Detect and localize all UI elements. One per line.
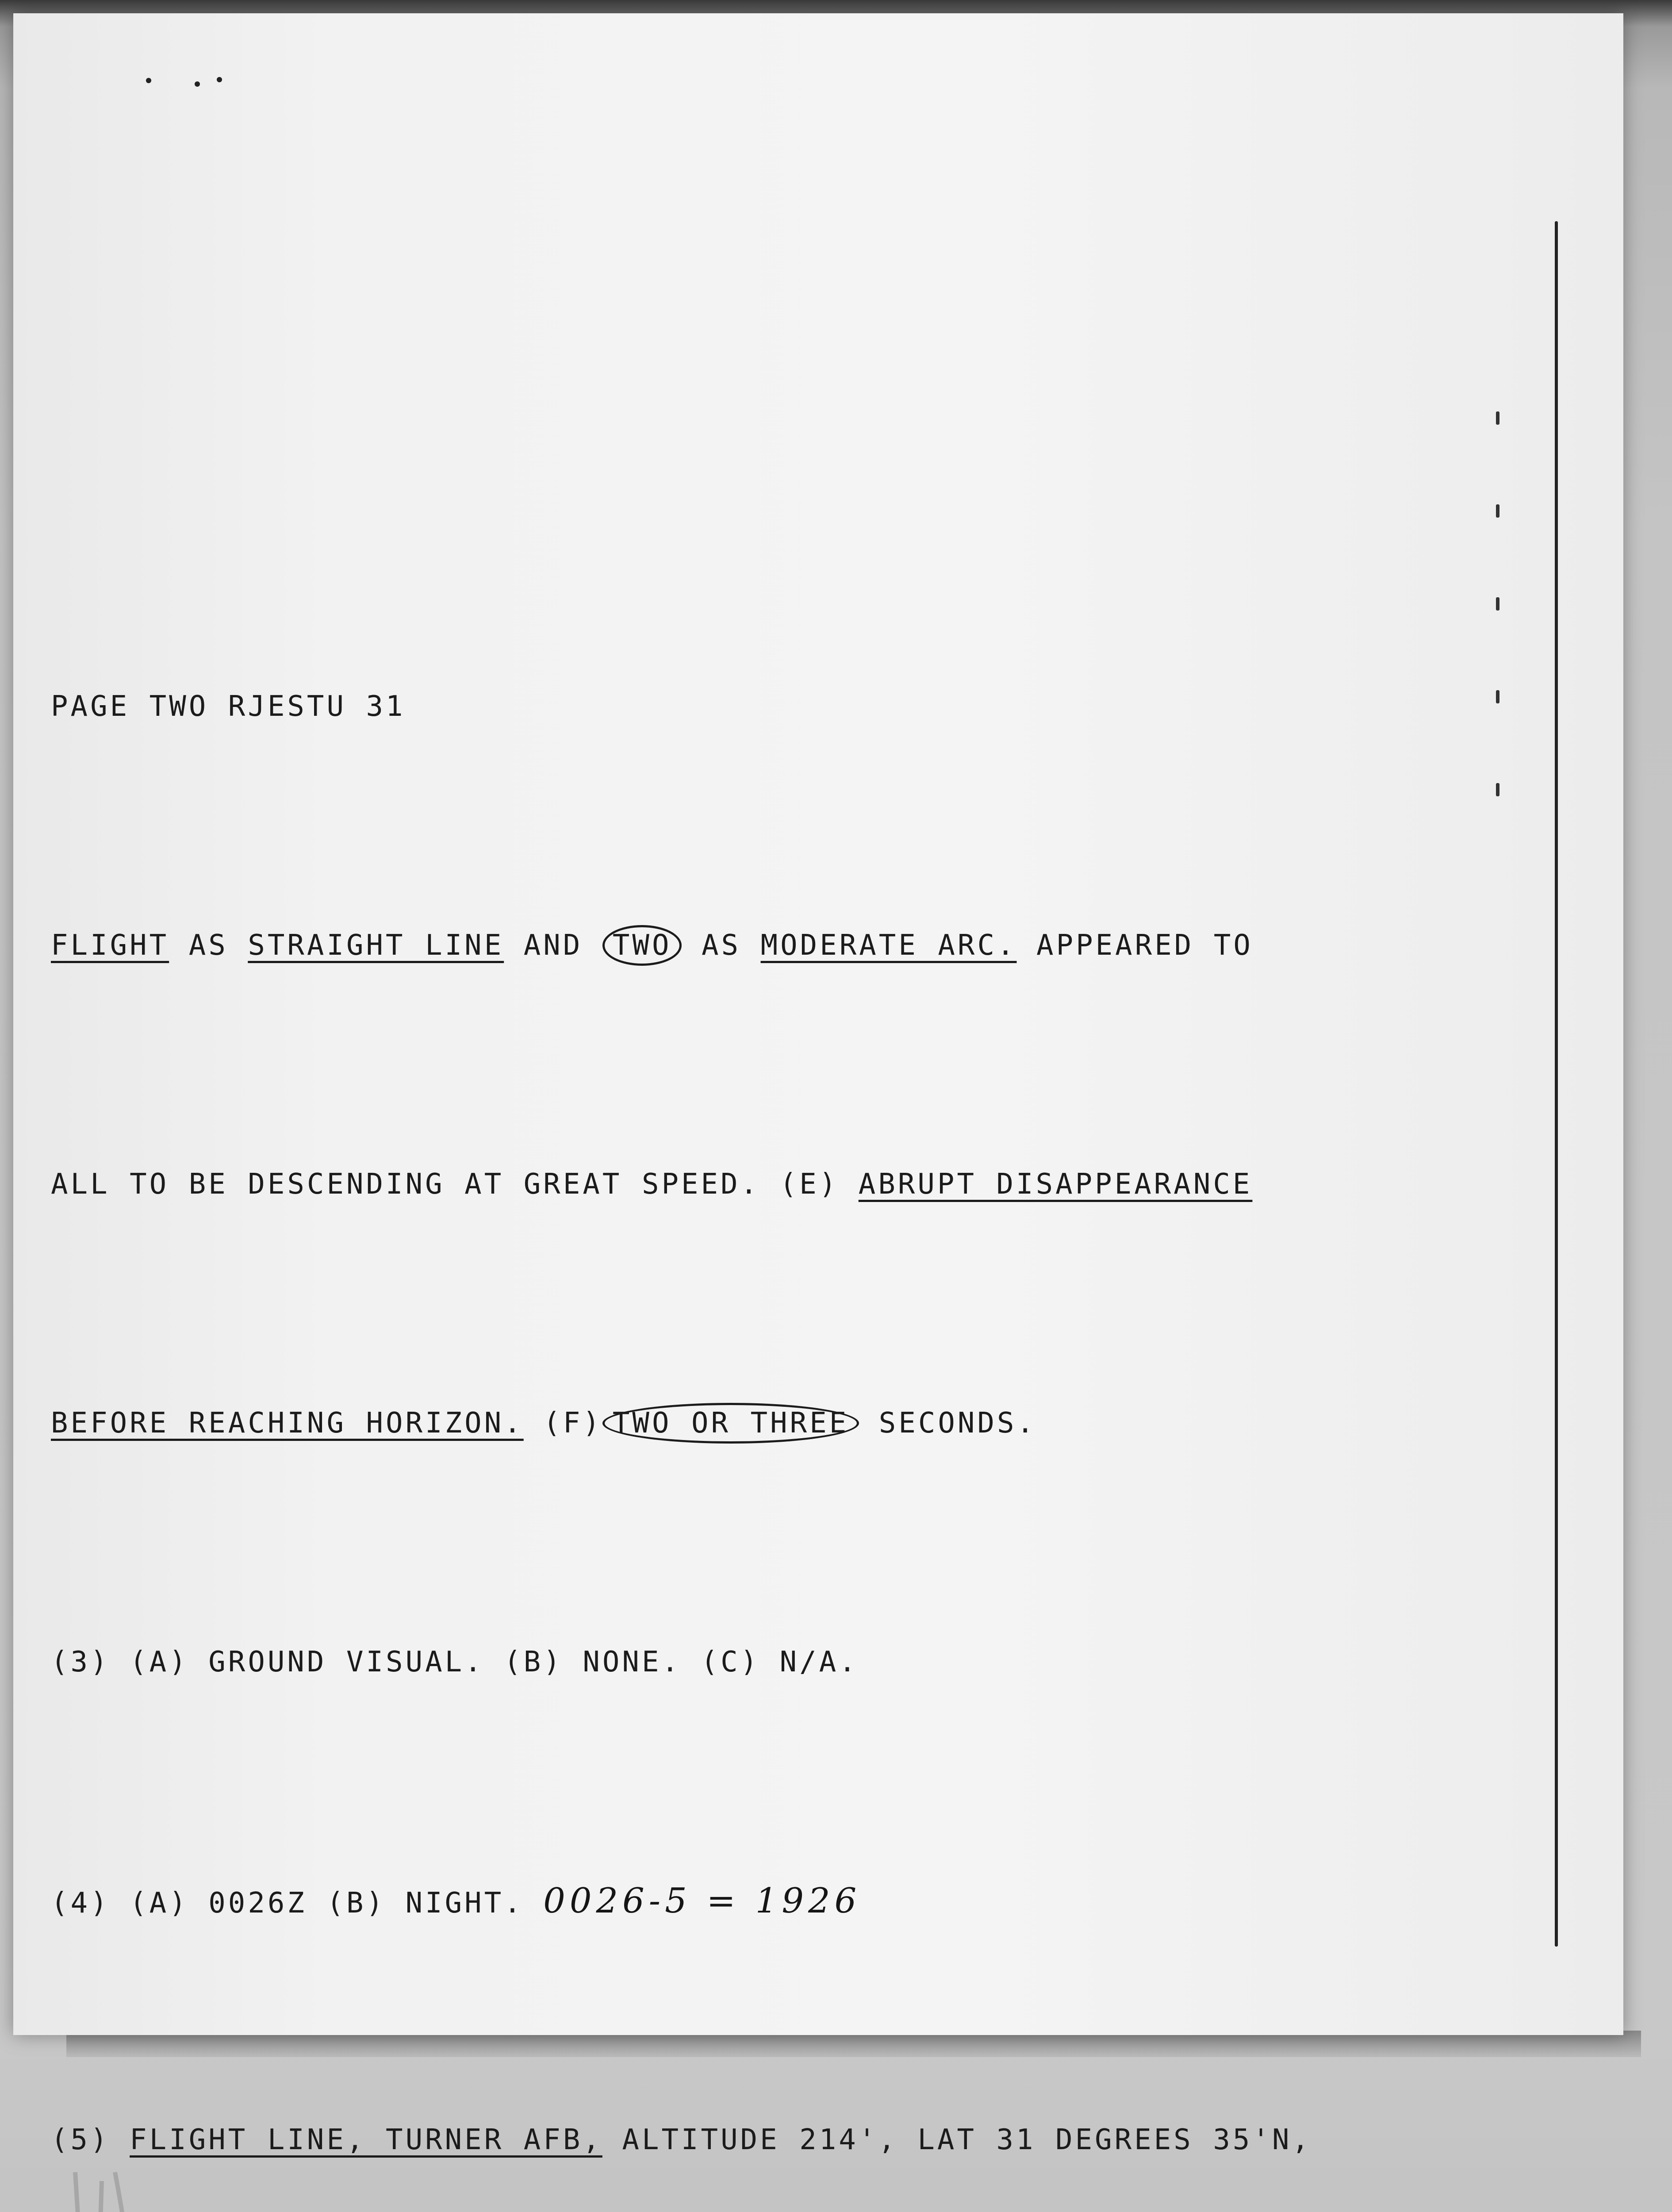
line-5-rest: ALTITUDE 214', LAT 31 DEGREES 35'N, bbox=[602, 2124, 1312, 2156]
descending-text: ALL TO BE DESCENDING AT GREAT SPEED. (E) bbox=[51, 1168, 859, 1201]
top-specks bbox=[146, 75, 243, 88]
line-5-prefix: (5) bbox=[51, 2124, 130, 2156]
line-4 bbox=[51, 1871, 1457, 1931]
margin-tick bbox=[1496, 783, 1499, 796]
two-circled: TWO bbox=[602, 925, 682, 966]
text-and: AND bbox=[504, 929, 602, 962]
document-body bbox=[51, 557, 1457, 2212]
before-horizon-text: BEFORE REACHING HORIZON. bbox=[51, 1407, 524, 1440]
margin-tick bbox=[1496, 690, 1499, 703]
line-horizon bbox=[51, 1394, 1457, 1453]
straight-line-text: STRAIGHT LINE bbox=[248, 929, 504, 962]
line-flight bbox=[51, 916, 1457, 975]
handwritten-time-note: 0026-5 = 1926 bbox=[543, 1881, 861, 1921]
margin-tick bbox=[1496, 504, 1499, 518]
line-3: (3) (A) GROUND VISUAL. (B) NONE. (C) N/A. bbox=[51, 1646, 859, 1678]
abrupt-disappearance-text: ABRUPT DISAPPEARANCE bbox=[858, 1168, 1253, 1201]
page-header: PAGE TWO RJESTU 31 bbox=[51, 690, 406, 723]
flight-word: FLIGHT bbox=[51, 929, 169, 962]
text-as: AS bbox=[169, 929, 248, 962]
appeared-to-text: APPEARED TO bbox=[1016, 929, 1253, 962]
f-label: (F) bbox=[523, 1407, 602, 1440]
speck bbox=[217, 77, 222, 82]
speck bbox=[195, 81, 200, 87]
line-5 bbox=[51, 2110, 1457, 2170]
moderate-arc-text: MODERATE ARC. bbox=[760, 929, 1017, 962]
line-descending bbox=[51, 1155, 1457, 1214]
speck bbox=[146, 78, 151, 83]
margin-tick bbox=[1496, 411, 1499, 425]
flight-line-turner-text: FLIGHT LINE, TURNER AFB, bbox=[130, 2124, 602, 2156]
margin-tick bbox=[1496, 597, 1499, 611]
bottom-scribble-mark bbox=[49, 2154, 190, 2212]
seconds-text: SECONDS. bbox=[859, 1407, 1037, 1440]
line-4-text: (4) (A) 0026Z (B) NIGHT. bbox=[51, 1887, 544, 1920]
two-or-three-circled: TWO OR THREE bbox=[602, 1403, 859, 1444]
right-margin-rule bbox=[1555, 221, 1558, 1947]
text-as-2: AS bbox=[682, 929, 761, 962]
